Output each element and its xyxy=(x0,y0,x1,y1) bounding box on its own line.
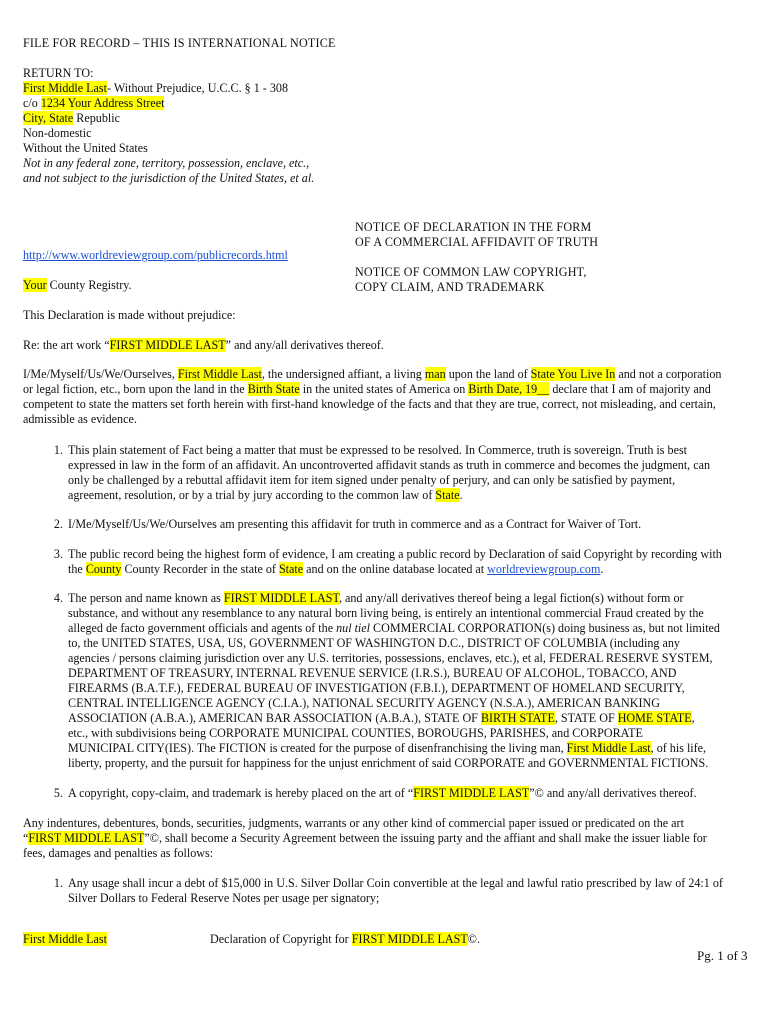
public-records-link[interactable]: http://www.worldreviewgroup.com/publicrecords.html xyxy=(23,248,288,262)
item-number: 1. xyxy=(53,876,63,890)
list-item: 2. I/Me/Myself/Us/We/Ourselves am presenting this affidavit for truth in commerce and as a Contract for Waiver of Tort. xyxy=(68,517,750,532)
intro-line-3: competent to state the matters set forth herein with first-hand knowledge of the facts and that they are true, correct, not misleading, and certain, xyxy=(23,397,716,411)
footer-name: First Middle Last xyxy=(23,932,107,946)
page-number: Pg. 1 of 3 xyxy=(697,948,748,963)
list-item: 1. This plain statement of Fact being a matter that must be expressed to be resolved. In Commerce, truth is sovereign. Truth is best expressed in law in the form of an affidavit. An uncontroverted affidavit stands as truth in commerce and becomes the judgment, can only be challenged by a rebuttal affidavit item for item signed under penalty of perjury, and can only be satisfied by payment, agreement, resolution, or by a trial by jury according to the common law of State. xyxy=(68,443,750,503)
intro-paragraph xyxy=(23,367,750,427)
worldreviewgroup-link[interactable]: worldreviewgroup.com xyxy=(487,562,601,576)
list-item: 3. The public record being the highest form of evidence, I am creating a public record by Declaration of said Copyright by recording with the County County Recorder in the state of State and on the online database located at worldreviewgroup.com. xyxy=(68,547,750,577)
non-domestic-line: Non-domestic xyxy=(23,126,92,140)
list-item: 1. Any usage shall incur a debt of $15,000 in U.S. Silver Dollar Coin convertible at the legal and lawful ratio prescribed by law of 24:1 of Silver Dollars to Federal Reserve Notes per usage per signatory; xyxy=(68,876,750,906)
jurisdiction-note-1: Not in any federal zone, territory, possession, enclave, etc., xyxy=(23,156,310,170)
without-us-line: Without the United States xyxy=(23,141,148,155)
item-number: 1. xyxy=(53,443,63,457)
address-line: c/o 1234 Your Address Street xyxy=(23,96,165,110)
list-item: 5. A copyright, copy-claim, and trademark is hereby placed on the art of “FIRST MIDDLE LAST”© and any/all derivatives thereof. xyxy=(68,786,750,801)
address-placeholder: 1234 Your Address Street xyxy=(40,96,165,110)
item-number: 5. xyxy=(53,786,63,800)
return-name-line: First Middle Last- Without Prejudice, U.C.C. § 1 - 308 xyxy=(23,81,289,95)
intro-line-2: or legal fiction, etc., born upon the land in the Birth State in the united states of America on Birth Date, 19__ declare that I am of majority and xyxy=(23,382,711,396)
indentures-paragraph: Any indentures, debentures, bonds, securities, judgments, warrants or any other kind of commercial paper issued or predicated on the art “FIRST MIDDLE LAST”©, shall become a Security Agreement between the issuing party and the affiant and shall make the issuer liable for fees, damages and penalties as follows: xyxy=(23,816,707,860)
notice-line-2: OF A COMMERCIAL AFFIDAVIT OF TRUTH xyxy=(355,235,599,249)
notice-line-3: NOTICE OF COMMON LAW COPYRIGHT, xyxy=(355,265,587,279)
re-line: Re: the art work “FIRST MIDDLE LAST” and any/all derivatives thereof. xyxy=(23,338,384,352)
item-number: 4. xyxy=(53,591,63,605)
footer-title: Declaration of Copyright for FIRST MIDDLE LAST©. xyxy=(210,932,480,946)
jurisdiction-note-2: and not subject to the jurisdiction of the United States, et al. xyxy=(23,171,315,185)
declaration-line: This Declaration is made without prejudice: xyxy=(23,308,236,322)
intro-line-1: I/Me/Myself/Us/We/Ourselves, First Middle Last, the undersigned affiant, a living man upon the land of State You Live In and not a corporation xyxy=(23,367,722,381)
notice-line-1: NOTICE OF DECLARATION IN THE FORM xyxy=(355,220,592,234)
name-placeholder: First Middle Last xyxy=(23,81,107,95)
document-title: FILE FOR RECORD – THIS IS INTERNATIONAL NOTICE xyxy=(23,36,336,50)
notice-line-4: COPY CLAIM, AND TRADEMARK xyxy=(355,280,545,294)
item-number: 2. xyxy=(53,517,63,531)
list-item: 4. The person and name known as FIRST MIDDLE LAST, and any/all derivatives thereof being a legal fiction(s) without form or substance, and without any resemblance to any natural born living being, is entirely an intentional commercial Fraud created by the alleged de facto government officials and agents of the nul tiel COMMERCIAL CORPORATION(s) doing business as, but not limited to, the UNITED STATES, USA, US, GOVERNMENT OF WASHINGTON D.C., DISTRICT OF COLUMBIA (including any agencies / persons claiming jurisdiction over any U.S. territories, possessions, enclaves, etc.), et al, FEDERAL RESERVE SYSTEM, DEPARTMENT OF TREASURY, INTERNAL REVENUE SERVICE (I.R.S.), BUREAU OF ALCOHOL, TOBACCO, AND FIREARMS (B.A.T.F.), FEDERAL BUREAU OF INVESTIGATION (F.B.I.), DEPARTMENT OF HOMELAND SECURITY, CENTRAL INTELLIGENCE AGENCY (C.I.A.), NATIONAL SECURITY AGENCY (N.S.A.), AMERICAN BANKING ASSOCIATION (A.B.A.), AMERICAN BAR ASSOCIATION (A.B.A.), STATE OF BIRTH STATE, STATE OF HOME STATE, etc., with subdivisions being CORPORATE MUNICIPAL COUNTIES, BOROUGHS, PARISHES, and CORPORATE MUNICIPAL CITY(IES). The FICTION is created for the purpose of disenfranchising the living man, First Middle Last, of his life, liberty, property, and the pursuit for happiness for the unjust enrichment of said CORPORATE and GOVERNMENTAL FICTIONS. xyxy=(68,591,750,771)
intro-line-4: admissible as evidence. xyxy=(23,412,137,426)
city-placeholder: City, State xyxy=(23,111,74,125)
item-number: 3. xyxy=(53,547,63,561)
registry-line: Your County Registry. xyxy=(23,278,132,292)
return-to-label: RETURN TO: xyxy=(23,66,94,80)
city-line: City, State Republic xyxy=(23,111,120,125)
